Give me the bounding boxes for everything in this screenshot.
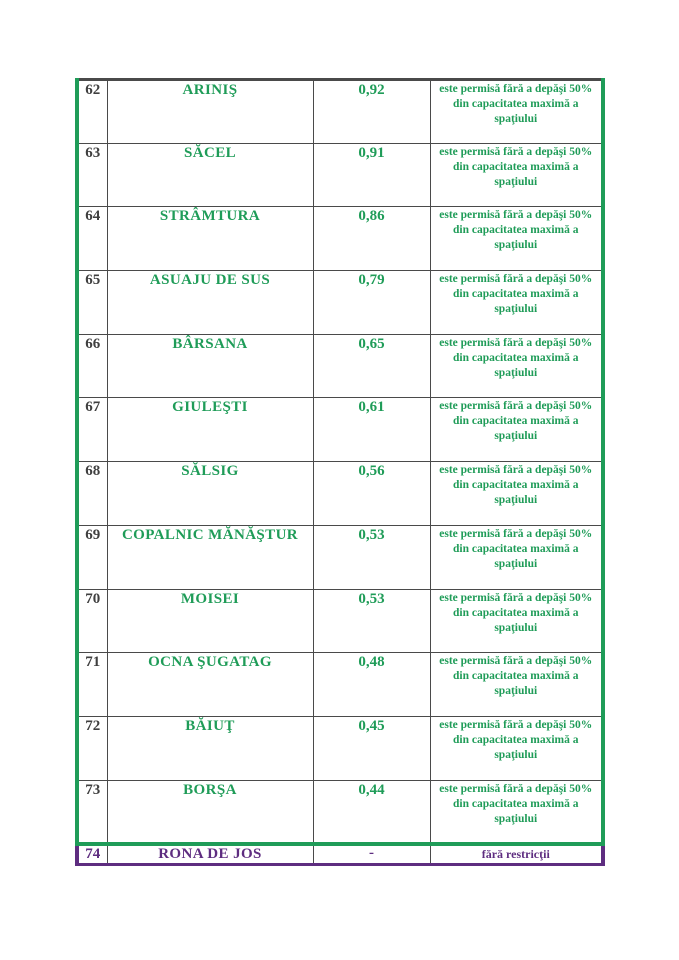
restriction-cell: este permisă fără a depăşi 50% din capacitatea maximă a spaţiului: [430, 80, 603, 144]
row-number-cell: 68: [77, 462, 107, 526]
incidence-value-cell: 0,61: [313, 398, 430, 462]
table-row: [77, 589, 603, 653]
row-number-cell: 74: [77, 844, 107, 865]
locality-name-cell: ASUAJU DE SUS: [107, 271, 313, 335]
table-row: [77, 462, 603, 526]
table-body: [77, 80, 603, 865]
incidence-value-cell: -: [313, 844, 430, 865]
locality-name-cell: RONA DE JOS: [107, 844, 313, 865]
locality-name-cell: MOISEI: [107, 589, 313, 653]
table-row: [77, 844, 603, 865]
incidence-value-cell: 0,91: [313, 143, 430, 207]
row-number-cell: 69: [77, 525, 107, 589]
restriction-cell: este permisă fără a depăşi 50% din capacitatea maximă a spaţiului: [430, 716, 603, 780]
locality-name-cell: SĂCEL: [107, 143, 313, 207]
localities-restriction-table: [75, 78, 605, 866]
row-number-cell: 71: [77, 653, 107, 717]
table-row: [77, 525, 603, 589]
row-number-cell: 64: [77, 207, 107, 271]
incidence-value-cell: 0,86: [313, 207, 430, 271]
table-row: [77, 143, 603, 207]
row-number-cell: 63: [77, 143, 107, 207]
incidence-value-cell: 0,79: [313, 271, 430, 335]
row-number-cell: 72: [77, 716, 107, 780]
locality-name-cell: ARINIŞ: [107, 80, 313, 144]
locality-name-cell: BÂRSANA: [107, 334, 313, 398]
locality-name-cell: GIULEŞTI: [107, 398, 313, 462]
locality-name-cell: STRÂMTURA: [107, 207, 313, 271]
locality-name-cell: COPALNIC MĂNĂŞTUR: [107, 525, 313, 589]
row-number-cell: 67: [77, 398, 107, 462]
table-row: [77, 716, 603, 780]
row-number-cell: 65: [77, 271, 107, 335]
incidence-value-cell: 0,53: [313, 525, 430, 589]
incidence-value-cell: 0,44: [313, 780, 430, 844]
locality-name-cell: OCNA ŞUGATAG: [107, 653, 313, 717]
table-row: [77, 653, 603, 717]
incidence-value-cell: 0,53: [313, 589, 430, 653]
table-row: [77, 334, 603, 398]
locality-name-cell: BĂIUŢ: [107, 716, 313, 780]
row-number-cell: 73: [77, 780, 107, 844]
incidence-value-cell: 0,65: [313, 334, 430, 398]
restriction-cell: este permisă fără a depăşi 50% din capacitatea maximă a spaţiului: [430, 334, 603, 398]
table-row: [77, 398, 603, 462]
locality-name-cell: BORŞA: [107, 780, 313, 844]
restriction-cell: fără restricţii: [430, 844, 603, 865]
row-number-cell: 66: [77, 334, 107, 398]
incidence-value-cell: 0,56: [313, 462, 430, 526]
restriction-cell: este permisă fără a depăşi 50% din capacitatea maximă a spaţiului: [430, 271, 603, 335]
restriction-cell: este permisă fără a depăşi 50% din capacitatea maximă a spaţiului: [430, 589, 603, 653]
restriction-cell: este permisă fără a depăşi 50% din capacitatea maximă a spaţiului: [430, 525, 603, 589]
row-number-cell: 70: [77, 589, 107, 653]
locality-name-cell: SĂLSIG: [107, 462, 313, 526]
incidence-value-cell: 0,48: [313, 653, 430, 717]
table-row: [77, 207, 603, 271]
table-row: [77, 780, 603, 844]
restriction-cell: este permisă fără a depăşi 50% din capacitatea maximă a spaţiului: [430, 780, 603, 844]
restriction-cell: este permisă fără a depăşi 50% din capacitatea maximă a spaţiului: [430, 398, 603, 462]
incidence-value-cell: 0,45: [313, 716, 430, 780]
restriction-cell: este permisă fără a depăşi 50% din capacitatea maximă a spaţiului: [430, 143, 603, 207]
table-row: [77, 80, 603, 144]
restriction-cell: este permisă fără a depăşi 50% din capacitatea maximă a spaţiului: [430, 207, 603, 271]
restriction-cell: este permisă fără a depăşi 50% din capacitatea maximă a spaţiului: [430, 462, 603, 526]
table-row: [77, 271, 603, 335]
incidence-value-cell: 0,92: [313, 80, 430, 144]
restriction-cell: este permisă fără a depăşi 50% din capacitatea maximă a spaţiului: [430, 653, 603, 717]
row-number-cell: 62: [77, 80, 107, 144]
